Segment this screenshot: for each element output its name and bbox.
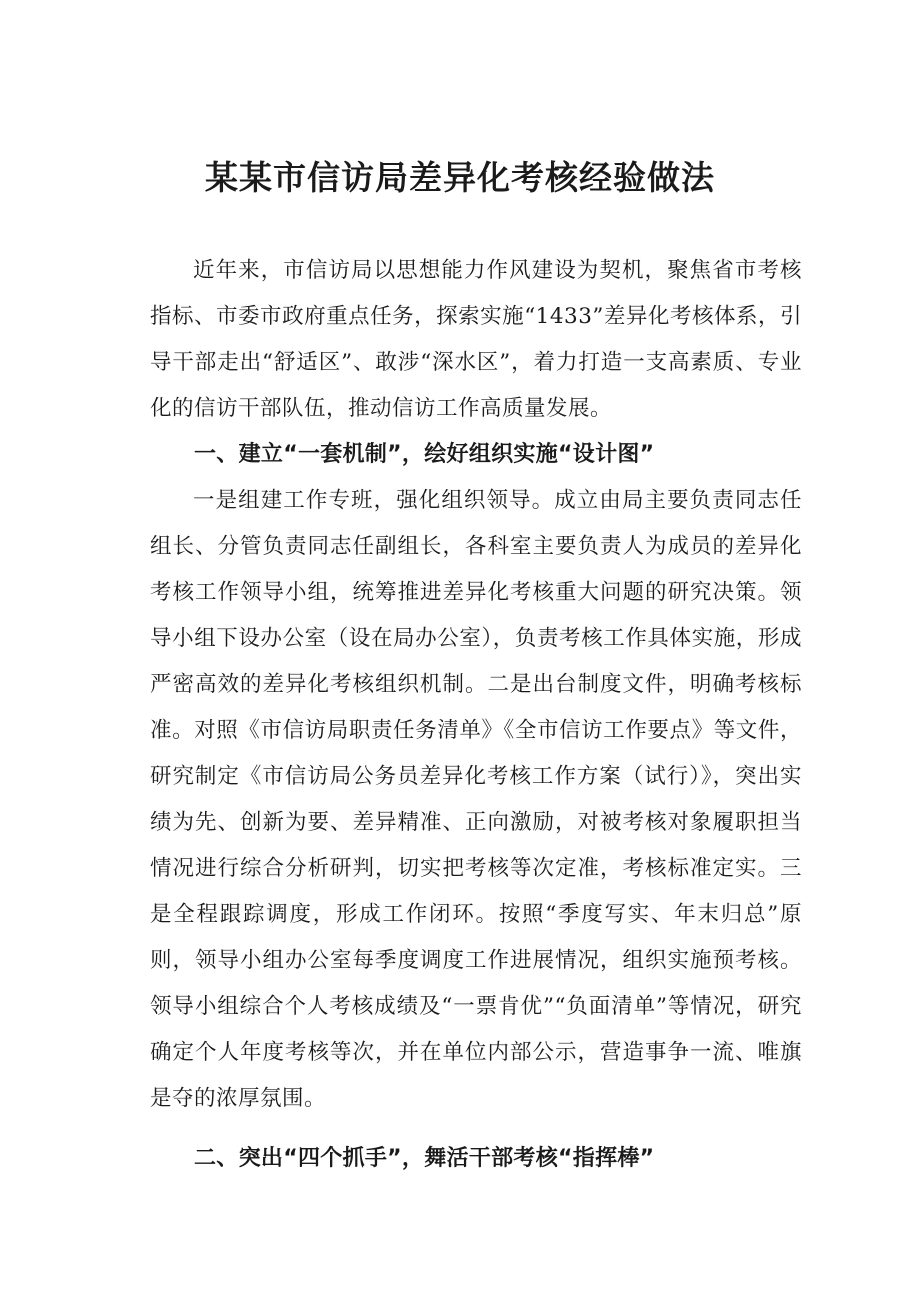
section-2-heading: 二、突出“四个抓手”，舞活干部考核“指挥棒” <box>194 1146 655 1171</box>
document-title: 某某市信访局差异化考核经验做法 <box>205 158 715 197</box>
section-1-heading: 一、建立“一套机制”，绘好组织实施“设计图” <box>194 442 655 467</box>
intro-paragraph: 近年来，市信访局以思想能力作风建设为契机，聚焦省市考核指标、市委市政府重点任务，探索实施“1433”差异化考核体系，引导干部走出“舒适区”、敢涉“深水区”，着力打造一支高素质、专业化的信访干部队伍，推动信访工作高质量发展。 <box>150 258 802 421</box>
section-1-paragraph: 一是组建工作专班，强化组织领导。成立由局主要负责同志任组长、分管负责同志任副组长，各科室主要负责人为成员的差异化考核工作领导小组，统筹推进差异化考核重大问题的研究决策。领导小组下设办公室（设在局办公室），负责考核工作具体实施，形成严密高效的差异化考核组织机制。二是出台制度文件，明确考核标准。对照《市信访局职责任务清单》《全市信访工作要点》等文件，研究制定《市信访局公务员差异化考核工作方案（试行）》，突出实绩为先、创新为要、差异精准、正向激励，对被考核对象履职担当情况进行综合分析研判，切实把考核等次定准，考核标准定实。三是全程跟踪调度，形成工作闭环。按照“季度写实、年末归总”原则，领导小组办公室每季度调度工作进展情况，组织实施预考核。领导小组综合个人考核成绩及“一票肯优”“负面清单”等情况，研究确定个人年度考核等次，并在单位内部公示，营造事争一流、唯旗是夺的浓厚氛围。 <box>150 488 802 1111</box>
document-body <box>150 248 802 1182</box>
